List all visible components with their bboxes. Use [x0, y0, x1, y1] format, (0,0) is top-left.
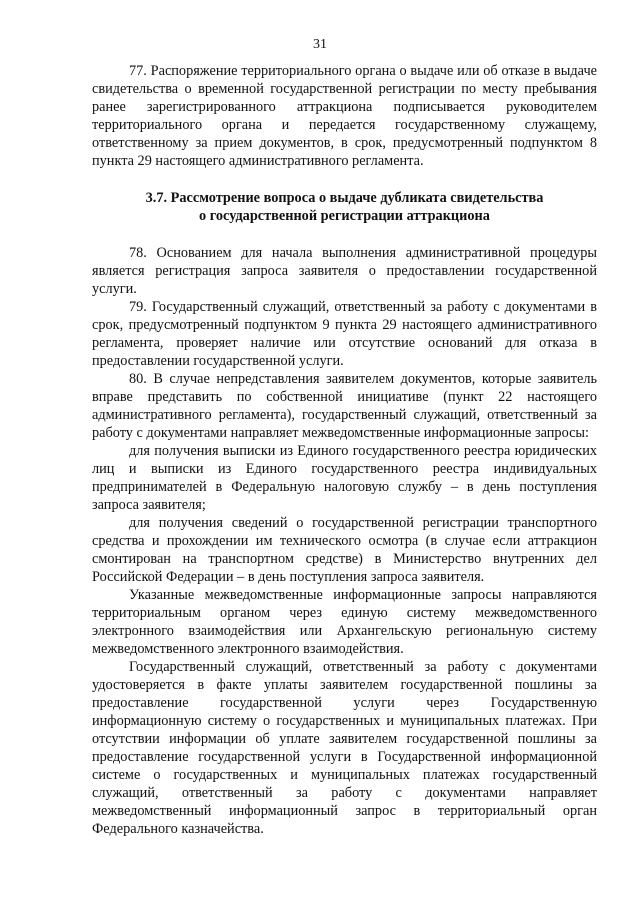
document-body — [92, 62, 597, 838]
paragraph-80-item-interior-ministry: для получения сведений о государственной регистрации транспортного средства и прохождении им технического осмотра (в случае если аттракцион смонтирован на транспортном средстве) в Министерство внутренних дел Российской Федерации – в день поступления запроса заявителя. — [92, 515, 597, 585]
paragraph-78: 78. Основанием для начала выполнения административной процедуры является регистрация запроса заявителя о предоставлении государственной услуги. — [92, 245, 597, 297]
section-heading-3-7 — [92, 189, 597, 225]
section-heading-line-2: о государственной регистрации аттракциона — [199, 208, 490, 224]
paragraph-80-item-tax-service: для получения выписки из Единого государственного реестра юридических лиц и выписки из Единого государственного реестра индивидуальных предпринимателей в Федеральную налоговую службу – в день поступления запроса заявителя; — [92, 443, 597, 513]
paragraph-80: 80. В случае непредставления заявителем документов, которые заявитель вправе представить по собственной инициативе (пункт 22 настоящего административного регламента), государственный служащий, ответственный за работу с документами направляет межведомственные информационные запросы: — [92, 371, 597, 441]
paragraph-interagency-requests: Указанные межведомственные информационные запросы направляются территориальным органом через единую систему межведомственного электронного взаимодействия или Архангельскую региональную систему межведомственного электронного взаимодействия. — [92, 587, 597, 657]
section-heading-line-1: 3.7. Рассмотрение вопроса о выдаче дубликата свидетельства — [145, 190, 544, 206]
paragraph-79: 79. Государственный служащий, ответственный за работу с документами в срок, предусмотренный подпунктом 9 пункта 29 настоящего административного регламента, проверяет наличие или отсутствие оснований для отказа в предоставлении государственной услуги. — [92, 299, 597, 369]
paragraph-77: 77. Распоряжение территориального органа о выдаче или об отказе в выдаче свидетельства о временной государственной регистрации по месту пребывания ранее зарегистрированного аттракциона подписывается руководителем территориального органа и передается государственному служащему, ответственному за прием документов, в срок, предусмотренный подпунктом 8 пункта 29 настоящего административного регламента. — [92, 63, 597, 169]
page-number: 31 — [313, 37, 327, 52]
paragraph-state-duty: Государственный служащий, ответственный за работу с документами удостоверяется в факте уплаты заявителем государственной пошлины за предоставление государственной услуги через Государственную информационную систему о государственных и муниципальных платежах. При отсутствии информации об уплате заявителем государственной пошлины за предоставление государственной услуги в Государственной информационной системе о государственных и муниципальных платежах государственный служащий, ответственный за работу с документами направляет межведомственный информационный запрос в территориальный орган Федерального казначейства. — [92, 659, 597, 837]
